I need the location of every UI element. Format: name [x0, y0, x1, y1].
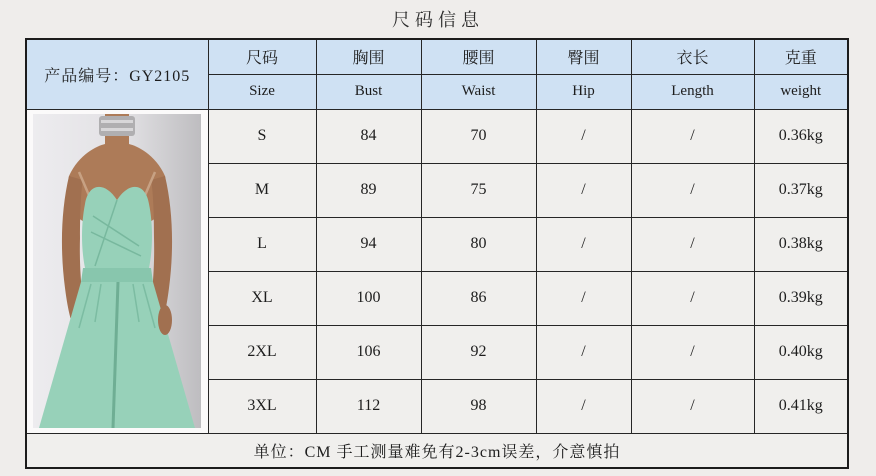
product-code-cell: 产品编号：GY2105: [26, 39, 208, 109]
page-title: 尺码信息: [392, 10, 484, 30]
note-row: [26, 433, 848, 468]
cell-size: M: [208, 163, 316, 217]
cell-weight: 0.36kg: [754, 109, 848, 163]
header-bust-cn: 胸围: [316, 39, 421, 74]
cell-weight: 0.41kg: [754, 379, 848, 433]
choker-sparkle: [101, 128, 133, 131]
header-length-cn: 衣长: [631, 39, 754, 74]
cell-length: /: [631, 109, 754, 163]
header-size-en: Size: [208, 74, 316, 109]
cell-bust: 94: [316, 217, 421, 271]
cell-waist: 92: [421, 325, 536, 379]
cell-weight: 0.37kg: [754, 163, 848, 217]
cell-waist: 98: [421, 379, 536, 433]
cell-length: /: [631, 325, 754, 379]
cell-length: /: [631, 163, 754, 217]
header-bust-en: Bust: [316, 74, 421, 109]
size-table: [25, 38, 849, 469]
model-right-hand: [158, 305, 172, 335]
header-waist-cn: 腰围: [421, 39, 536, 74]
cell-hip: /: [536, 109, 631, 163]
product-photo-cell: [26, 109, 208, 433]
cell-waist: 75: [421, 163, 536, 217]
header-hip-en: Hip: [536, 74, 631, 109]
cell-size: XL: [208, 271, 316, 325]
cell-bust: 106: [316, 325, 421, 379]
cell-bust: 100: [316, 271, 421, 325]
cell-bust: 112: [316, 379, 421, 433]
cell-size: 3XL: [208, 379, 316, 433]
header-length-en: Length: [631, 74, 754, 109]
cell-hip: /: [536, 379, 631, 433]
header-weight-cn: 克重: [754, 39, 848, 74]
cell-length: /: [631, 379, 754, 433]
cell-hip: /: [536, 163, 631, 217]
choker-necklace: [99, 116, 135, 136]
cell-hip: /: [536, 217, 631, 271]
cell-weight: 0.40kg: [754, 325, 848, 379]
cell-waist: 70: [421, 109, 536, 163]
model-in-mint-jumpsuit-illustration: [33, 114, 201, 428]
cell-weight: 0.38kg: [754, 217, 848, 271]
header-hip-cn: 臀围: [536, 39, 631, 74]
cell-size: S: [208, 109, 316, 163]
product-photo: [33, 114, 201, 428]
unit-note: 单位：CM 手工测量难免有2-3cm误差，介意慎拍: [26, 433, 848, 468]
cell-waist: 86: [421, 271, 536, 325]
cell-hip: /: [536, 271, 631, 325]
header-size-cn: 尺码: [208, 39, 316, 74]
header-row-cn: [26, 39, 848, 74]
header-waist-en: Waist: [421, 74, 536, 109]
cell-weight: 0.39kg: [754, 271, 848, 325]
cell-bust: 89: [316, 163, 421, 217]
cell-size: 2XL: [208, 325, 316, 379]
cell-bust: 84: [316, 109, 421, 163]
cell-length: /: [631, 217, 754, 271]
header-weight-en: weight: [754, 74, 848, 109]
cell-waist: 80: [421, 217, 536, 271]
cell-length: /: [631, 271, 754, 325]
cell-size: L: [208, 217, 316, 271]
dress-waistband: [81, 268, 153, 282]
choker-sparkle: [101, 120, 133, 123]
table-row-s: [26, 109, 848, 163]
cell-hip: /: [536, 325, 631, 379]
